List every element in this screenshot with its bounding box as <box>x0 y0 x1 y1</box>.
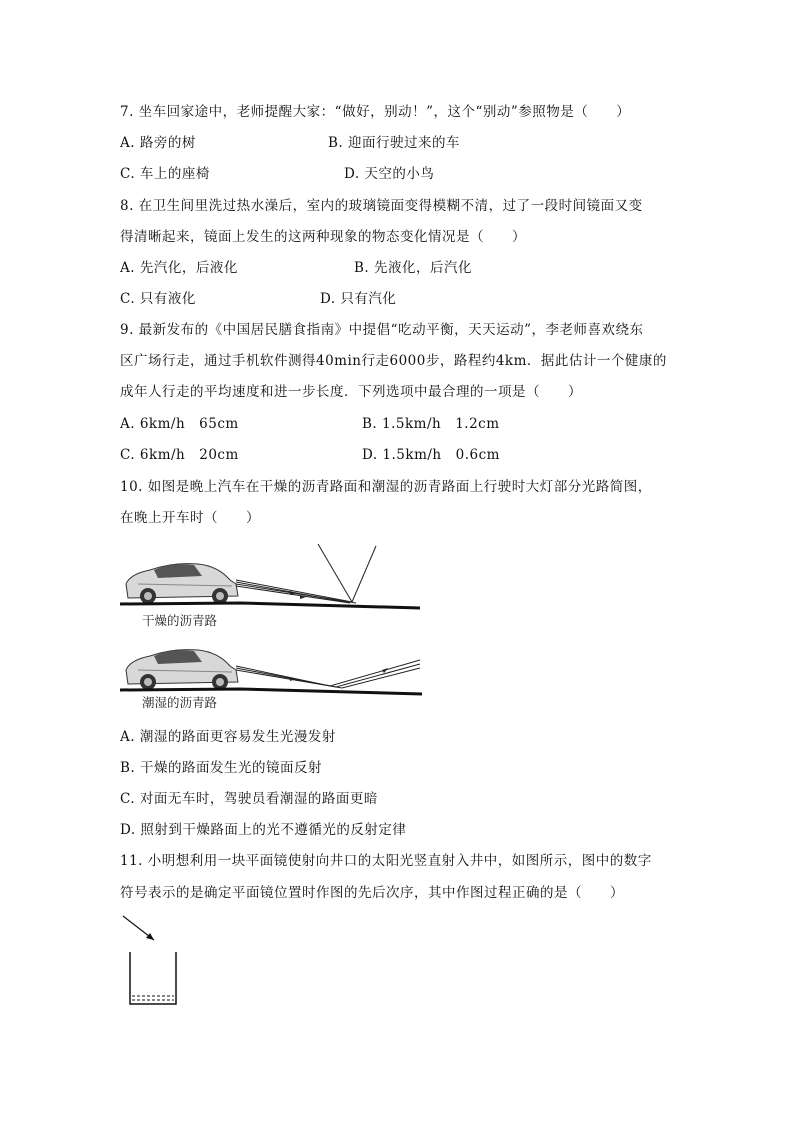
q7-stem: 7. 坐车回家途中，老师提醒大家：“做好，别动！”，这个“别动”参照物是（ ） <box>120 104 631 120</box>
q7-option-b: B. 迎面行驶过来的车 <box>328 135 461 151</box>
car-icon <box>126 650 238 690</box>
q8-option-c: C. 只有液化 <box>120 291 196 307</box>
q10-option-c: C. 对面无车时，驾驶员看潮湿的路面更暗 <box>120 791 378 807</box>
q9-option-a: A. 6km/h 65cm <box>120 416 239 432</box>
q9-option-c: C. 6km/h 20cm <box>120 447 239 463</box>
q9-stem-line2: 区广场行走，通过手机软件测得40min行走6000步，路程约4km．据此估计一个健康的 <box>120 353 667 369</box>
q8-stem-line1: 8. 在卫生间里洗过热水澡后，室内的玻璃镜面变得模糊不清，过了一段时间镜面又变 <box>120 198 643 214</box>
q8-option-a: A. 先汽化，后液化 <box>120 260 238 276</box>
q9-stem-line3: 成年人行走的平均速度和进一步长度．下列选项中最合理的一项是（ ） <box>120 384 582 400</box>
q10-option-b: B. 干燥的路面发生光的镜面反射 <box>120 760 323 776</box>
dry-road-figure <box>120 540 430 612</box>
dry-road-caption: 干燥的沥青路 <box>142 613 218 628</box>
q11-stem-line1: 11. 小明想利用一块平面镜使射向井口的太阳光竖直射入井中，如图所示，图中的数字 <box>120 853 652 869</box>
q10-stem-line1: 10. 如图是晚上汽车在干燥的沥青路面和潮湿的沥青路面上行驶时大灯部分光路简图， <box>120 479 652 495</box>
q10-option-a: A. 潮湿的路面更容易发生光漫发射 <box>120 729 336 745</box>
q7-option-d: D. 天空的小鸟 <box>344 166 435 182</box>
q11-stem-line2: 符号表示的是确定平面镜位置时作图的先后次序，其中作图过程正确的是（ ） <box>120 885 624 901</box>
q9-option-d: D. 1.5km/h 0.6cm <box>362 447 500 463</box>
car-icon <box>126 564 238 604</box>
q8-option-b: B. 先液化，后汽化 <box>354 260 473 276</box>
well-figure <box>118 912 188 1012</box>
q7-option-c: C. 车上的座椅 <box>120 166 210 182</box>
q10-option-d: D. 照射到干燥路面上的光不遵循光的反射定律 <box>120 822 407 838</box>
wet-road-caption: 潮湿的沥青路 <box>142 695 218 710</box>
q9-option-b: B. 1.5km/h 1.2cm <box>362 416 500 432</box>
q8-stem-line2: 得清晰起来，镜面上发生的这两种现象的物态变化情况是（ ） <box>120 229 526 245</box>
q10-stem-line2: 在晚上开车时（ ） <box>120 510 260 526</box>
q7-option-a: A. 路旁的树 <box>120 135 196 151</box>
wet-road-figure <box>120 640 430 696</box>
q8-option-d: D. 只有汽化 <box>320 291 397 307</box>
q9-stem-line1: 9. 最新发布的《中国居民膳食指南》中提倡“吃动平衡，天天运动”，李老师喜欢绕东 <box>120 322 644 338</box>
